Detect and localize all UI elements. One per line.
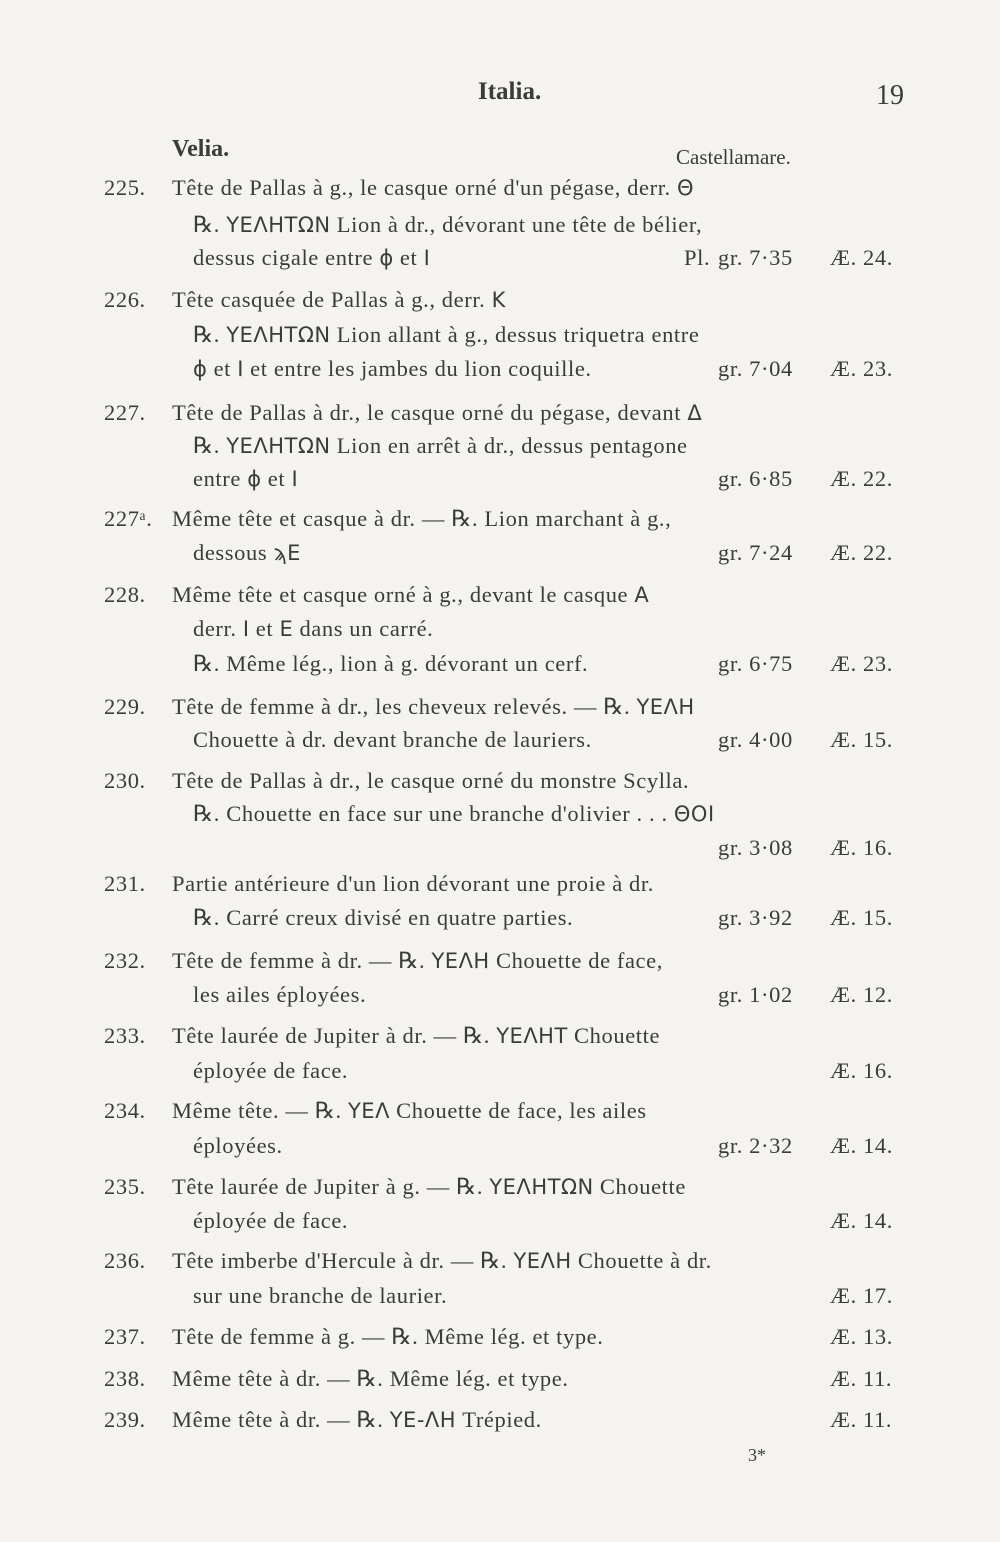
metal-and-size: Æ. 12. — [830, 982, 893, 1007]
metal-and-size: Æ. 24. — [830, 245, 893, 270]
metal-and-size: Æ. 23. — [830, 651, 893, 676]
entry-description: dessus cigale entre ϕ et Ι — [193, 245, 431, 270]
entry-description: Tête de femme à g. — ℞. Même lég. et type. — [172, 1324, 604, 1349]
entry-line — [0, 175, 1000, 211]
entry-line — [0, 905, 1000, 941]
metal-and-size: Æ. 14. — [830, 1208, 893, 1233]
metal-and-size: Æ. 16. — [830, 1058, 893, 1083]
entry-description: les ailes éployées. — [193, 982, 367, 1007]
entry-line — [0, 694, 1000, 730]
entry-line — [0, 835, 1000, 871]
entry-line — [0, 982, 1000, 1018]
entry-line — [0, 1283, 1000, 1319]
entry-number: 233. — [104, 1023, 146, 1048]
entry-description: Même tête. — ℞. ΥΕΛ Chouette de face, les ailes — [172, 1098, 647, 1123]
metal-and-size: Æ. 13. — [830, 1324, 893, 1349]
entry-line — [0, 506, 1000, 542]
coin-weight: gr. 7·35 — [718, 245, 793, 270]
entry-line — [0, 466, 1000, 502]
entry-number: 232. — [104, 948, 146, 973]
metal-and-size: Æ. 15. — [830, 905, 893, 930]
entry-description: Même tête et casque orné à g., devant le casque Α — [172, 582, 650, 607]
metal-and-size: Æ. 16. — [830, 835, 893, 860]
entry-number: 225. — [104, 175, 146, 200]
metal-and-size: Æ. 22. — [830, 540, 893, 565]
entry-description: Tête de Pallas à g., le casque orné d'un pégase, derr. Θ — [172, 175, 695, 200]
entry-line — [0, 540, 1000, 576]
entry-line — [0, 212, 1000, 248]
entry-description: Tête de Pallas à dr., le casque orné du pégase, devant Δ — [172, 400, 703, 425]
metal-and-size: Æ. 14. — [830, 1133, 893, 1158]
entry-line — [0, 1174, 1000, 1210]
entry-number: 235. — [104, 1174, 146, 1199]
entry-line — [0, 1208, 1000, 1244]
entry-number: 236. — [104, 1248, 146, 1273]
entry-number: 230. — [104, 768, 146, 793]
entry-line — [0, 801, 1000, 837]
metal-and-size: Æ. 11. — [830, 1407, 893, 1432]
coin-weight: gr. 3·92 — [718, 905, 793, 930]
entry-description: ℞. Même lég., lion à g. dévorant un cerf. — [193, 651, 589, 676]
entry-description: Même tête à dr. — ℞. Même lég. et type. — [172, 1366, 569, 1391]
entry-line — [0, 1023, 1000, 1059]
entry-description: Chouette à dr. devant branche de lauriers. — [193, 727, 592, 752]
entry-line — [0, 1058, 1000, 1094]
entry-line — [0, 871, 1000, 907]
entry-description: éployée de face. — [193, 1208, 349, 1233]
entry-line — [0, 356, 1000, 392]
entry-line — [0, 616, 1000, 652]
coin-weight: gr. 3·08 — [718, 835, 793, 860]
entry-line — [0, 400, 1000, 436]
coin-weight: gr. 2·32 — [718, 1133, 793, 1158]
entry-line — [0, 1133, 1000, 1169]
entry-line — [0, 768, 1000, 804]
entry-number: 228. — [104, 582, 146, 607]
entry-description: Même tête et casque à dr. — ℞. Lion marchant à g., — [172, 506, 672, 531]
entry-line — [0, 1248, 1000, 1284]
section-title: Velia. — [172, 136, 230, 162]
running-title: Italia. — [478, 78, 542, 105]
entry-description: Tête de femme à dr. — ℞. ΥΕΛΗ Chouette de face, — [172, 948, 663, 973]
signature-mark: 3* — [748, 1445, 766, 1465]
metal-and-size: Æ. 17. — [830, 1283, 893, 1308]
coin-weight: gr. 7·24 — [718, 540, 793, 565]
entry-description: Tête de femme à dr., les cheveux relevés. — ℞. ΥΕΛΗ — [172, 694, 695, 719]
entry-line — [0, 245, 1000, 281]
entry-number: 229. — [104, 694, 146, 719]
entry-description: dessous ϡΕ — [193, 540, 301, 565]
entry-description: ℞. Carré creux divisé en quatre parties. — [193, 905, 574, 930]
entry-line — [0, 651, 1000, 687]
plate-reference: Pl. — [684, 245, 711, 270]
entry-line — [0, 1407, 1000, 1443]
entry-description: Tête imberbe d'Hercule à dr. — ℞. ΥΕΛΗ Chouette à dr. — [172, 1248, 712, 1273]
entry-number: 227. — [104, 400, 146, 425]
coin-weight: gr. 4·00 — [718, 727, 793, 752]
entry-number: 227ᵃ. — [104, 506, 153, 531]
entry-description: éployées. — [193, 1133, 283, 1158]
metal-and-size: Æ. 22. — [830, 466, 893, 491]
coin-weight: gr. 6·75 — [718, 651, 793, 676]
entry-description: éployée de face. — [193, 1058, 349, 1083]
entry-line — [0, 1366, 1000, 1402]
entry-line — [0, 287, 1000, 323]
entry-description: Tête de Pallas à dr., le casque orné du monstre Scylla. — [172, 768, 690, 793]
entry-number: 226. — [104, 287, 146, 312]
entry-line — [0, 1324, 1000, 1360]
entry-description: ϕ et Ι et entre les jambes du lion coquille. — [193, 356, 592, 381]
entry-line — [0, 1098, 1000, 1134]
entry-number: 234. — [104, 1098, 146, 1123]
entry-description: Tête laurée de Jupiter à g. — ℞. ΥΕΛΗΤΩΝ Chouette — [172, 1174, 686, 1199]
metal-and-size: Æ. 11. — [830, 1366, 893, 1391]
entry-description: ℞. ΥΕΛΗΤΩΝ Lion à dr., dévorant une tête de bélier, — [193, 212, 703, 237]
entry-number: 238. — [104, 1366, 146, 1391]
entry-line — [0, 433, 1000, 469]
metal-and-size: Æ. 23. — [830, 356, 893, 381]
entry-description: derr. Ι et Ε dans un carré. — [193, 616, 434, 641]
entry-number: 231. — [104, 871, 146, 896]
entry-description: ℞. Chouette en face sur une branche d'olivier . . . ΘΟΙ — [193, 801, 715, 826]
entry-line — [0, 727, 1000, 763]
coin-weight: gr. 1·02 — [718, 982, 793, 1007]
entry-line — [0, 582, 1000, 618]
coin-weight: gr. 6·85 — [718, 466, 793, 491]
metal-and-size: Æ. 15. — [830, 727, 893, 752]
entry-description: Partie antérieure d'un lion dévorant une proie à dr. — [172, 871, 654, 896]
entry-description: Même tête à dr. — ℞. ΥΕ-ΛΗ Trépied. — [172, 1407, 542, 1432]
section-location: Castellamare. — [676, 145, 791, 169]
entry-description: ℞. ΥΕΛΗΤΩΝ Lion allant à g., dessus triquetra entre — [193, 322, 700, 347]
entry-number: 237. — [104, 1324, 146, 1349]
entry-number: 239. — [104, 1407, 146, 1432]
entry-description: entre ϕ et Ι — [193, 466, 299, 491]
entry-description: ℞. ΥΕΛΗΤΩΝ Lion en arrêt à dr., dessus pentagone — [193, 433, 688, 458]
coin-weight: gr. 7·04 — [718, 356, 793, 381]
entry-description: Tête laurée de Jupiter à dr. — ℞. ΥΕΛΗΤ Chouette — [172, 1023, 661, 1048]
entry-line — [0, 322, 1000, 358]
entry-description: Tête casquée de Pallas à g., derr. Κ — [172, 287, 506, 312]
page-number: 19 — [876, 80, 904, 111]
entry-description: sur une branche de laurier. — [193, 1283, 448, 1308]
entry-line — [0, 948, 1000, 984]
